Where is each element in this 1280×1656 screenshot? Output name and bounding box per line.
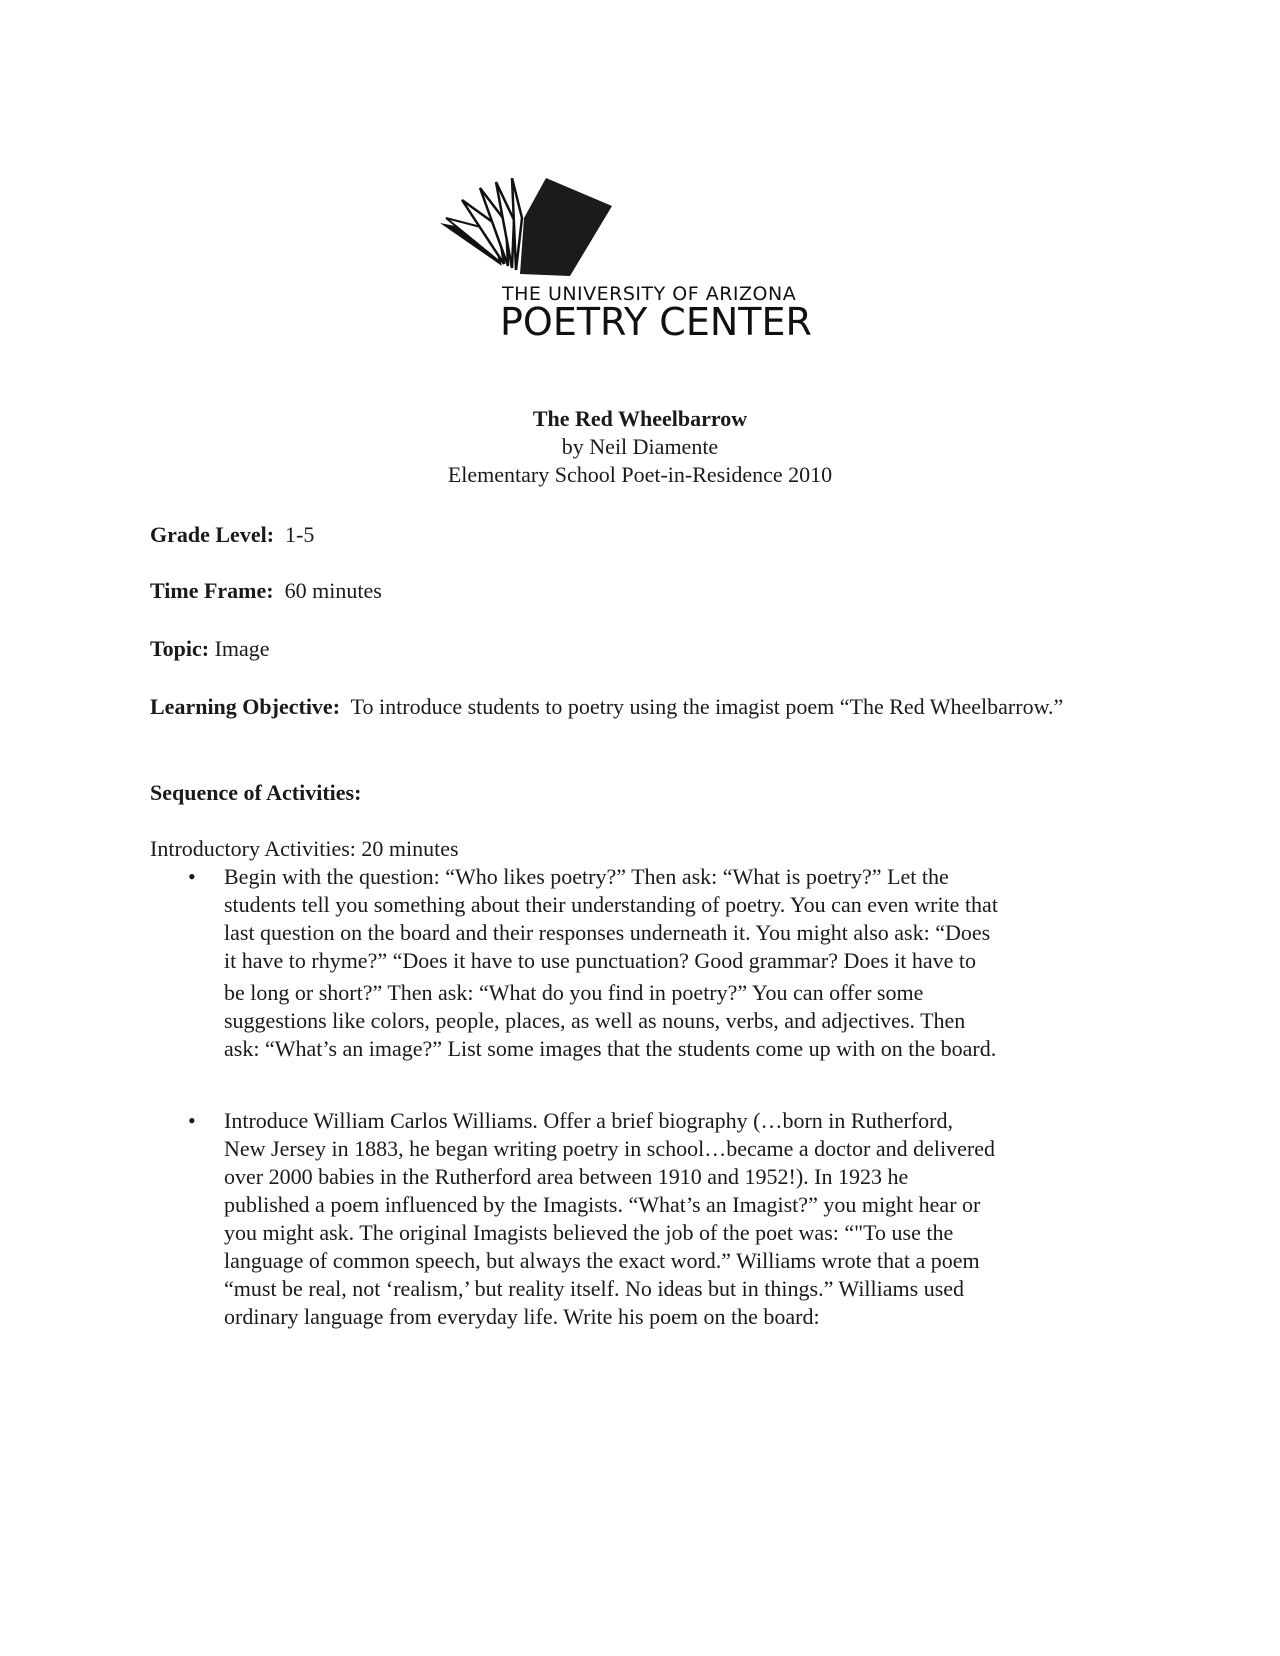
document-author: by Neil Diamente: [561, 434, 719, 459]
poetry-center-logo: [440, 178, 820, 353]
document-header: [0, 405, 1280, 489]
list-item-line: over 2000 babies in the Rutherford area between 1910 and 1952!). In 1923 he: [224, 1164, 909, 1189]
list-item-line: suggestions like colors, people, places, as well as nouns, verbs, and adjectives. Then: [224, 1008, 966, 1033]
list-item-line: it have to rhyme?” “Does it have to use punctuation? Good grammar? Does it have to: [224, 948, 977, 973]
introductory-activities: Introductory Activities: 20 minutes: [150, 836, 459, 861]
list-item-line: ask: “What’s an image?” List some images that the students come up with on the board.: [224, 1036, 997, 1061]
bullet-marker: •: [188, 864, 196, 889]
list-item-line: published a poem influenced by the Imagists. “What’s an Imagist?” you might hear or: [224, 1192, 981, 1217]
logo-university-text: THE UNIVERSITY OF ARIZONA: [502, 283, 797, 305]
list-item-line: language of common speech, but always the exact word.” Williams wrote that a poem: [224, 1248, 980, 1273]
list-item-line: be long or short?” Then ask: “What do you find in poetry?” You can offer some: [224, 980, 924, 1005]
time-frame-value: 60 minutes: [284, 578, 382, 603]
learning-objective-label: Learning Objective:: [150, 694, 341, 719]
list-item-line: last question on the board and their responses underneath it. You might also ask: “Does: [224, 920, 991, 945]
sequence-heading: Sequence of Activities:: [150, 780, 362, 805]
list-item-line: “must be real, not ‘realism,’ but reality itself. No ideas but in things.” Williams used: [224, 1276, 965, 1301]
list-item-line: you might ask. The original Imagists believed the job of the poet was: “"To use the: [224, 1220, 954, 1245]
list-item: [150, 863, 1110, 1063]
book-pages-icon: [440, 178, 820, 288]
document-subtitle: Elementary School Poet-in-Residence 2010: [447, 462, 833, 487]
grade-level-value: 1-5: [285, 522, 315, 547]
learning-objective-field: [150, 693, 1130, 721]
list-item-line: ordinary language from everyday life. Write his poem on the board:: [224, 1304, 820, 1329]
grade-level-label: Grade Level:: [150, 522, 275, 547]
list-item-line: Introduce William Carlos Williams. Offer a brief biography (…born in Rutherford,: [224, 1108, 953, 1133]
grade-level-field: [150, 521, 314, 549]
list-item-line: Begin with the question: “Who likes poetry?” Then ask: “What is poetry?” Let the: [224, 864, 949, 889]
time-frame-label: Time Frame:: [150, 578, 274, 603]
list-item: [150, 1107, 1110, 1331]
time-frame-field: [150, 577, 382, 605]
topic-label: Topic:: [150, 636, 210, 661]
bullet-marker: •: [188, 1108, 196, 1133]
learning-objective-value: To introduce students to poetry using the imagist poem “The Red Wheelbarrow.”: [350, 694, 1064, 719]
topic-field: [150, 635, 270, 663]
logo-poetry-center-text: POETRY CENTER: [500, 300, 812, 344]
list-item-line: students tell you something about their understanding of poetry. You can even write that: [224, 892, 998, 917]
topic-value: Image: [214, 636, 270, 661]
document-title: The Red Wheelbarrow: [532, 406, 748, 431]
list-item-line: New Jersey in 1883, he began writing poetry in school…became a doctor and delivered: [224, 1136, 995, 1161]
